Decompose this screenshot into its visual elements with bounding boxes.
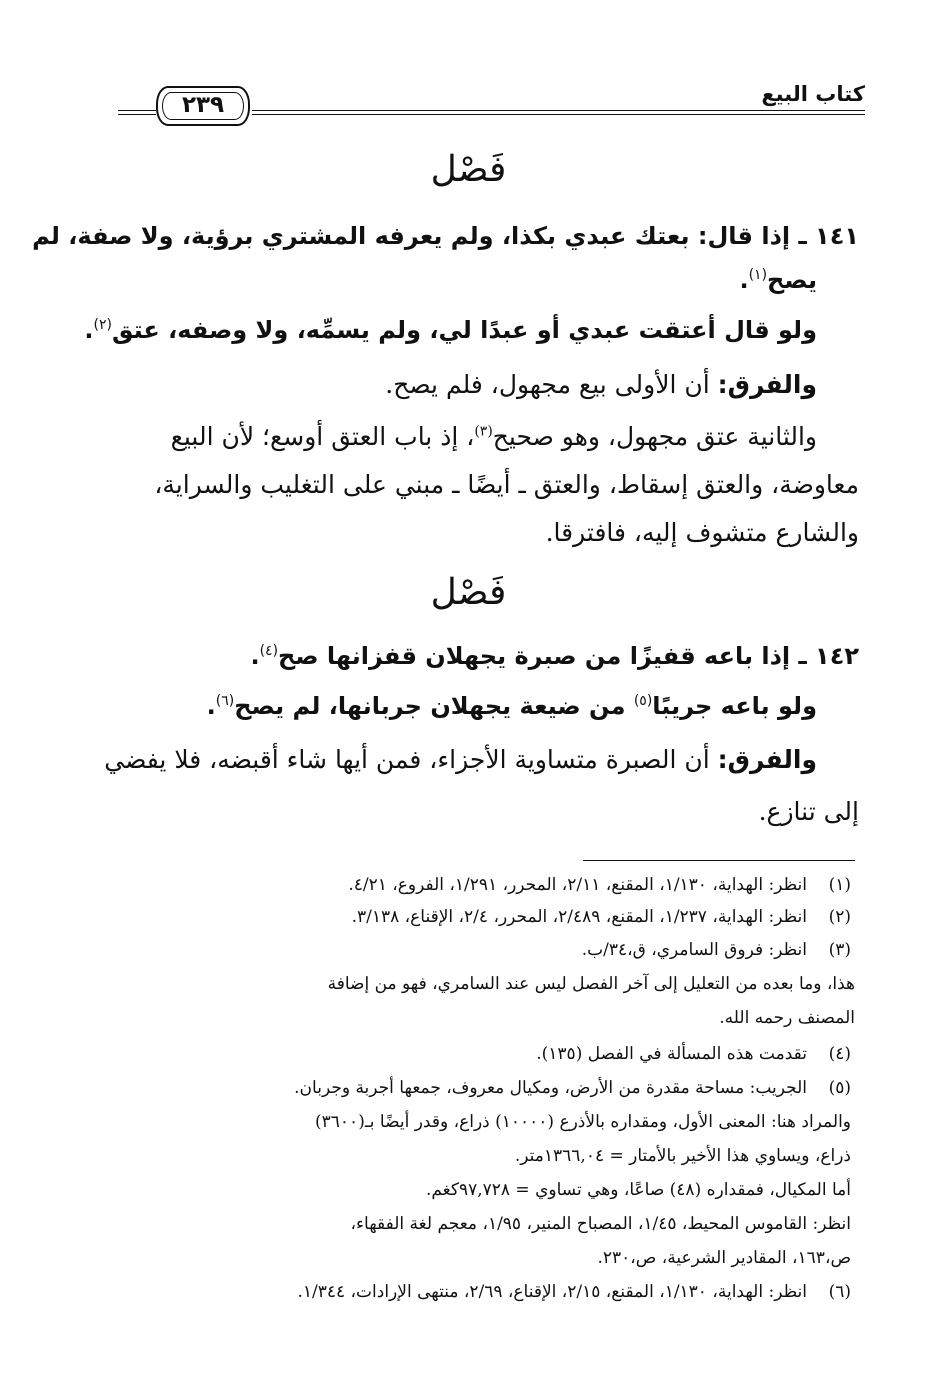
footnote-number: (٥) bbox=[828, 1078, 851, 1098]
issue-text: ولو باعه جريبًا bbox=[652, 692, 817, 720]
difference-term: والفرق: bbox=[717, 370, 817, 399]
body-line: إلى تنازع. bbox=[758, 797, 859, 826]
page-number: ٢٣٩ bbox=[181, 92, 225, 118]
footnote-5-cont: انظر: القاموس المحيط، ١/٤٥، المصباح المنير، ١/٩٥، معجم لغة الفقهاء، bbox=[350, 1214, 851, 1234]
difference-term: والفرق: bbox=[717, 745, 817, 774]
header-rule-short bbox=[118, 110, 156, 115]
footnote-5 bbox=[78, 1078, 851, 1098]
footnote-5-cont: ذراع، ويساوي هذا الأخير بالأمتار = ١٣٦٦,٠٤متر. bbox=[514, 1146, 851, 1166]
footnote-ref: (٥) bbox=[633, 693, 653, 709]
body-text: ، إذ باب العتق أوسع؛ لأن البيع bbox=[170, 422, 475, 451]
footnote-3-cont: هذا، وما بعده من التعليل إلى آخر الفصل ليس عند السامري، فهو من إضافة bbox=[327, 974, 855, 994]
issue-text: من ضيعة يجهلان جربانها، لم يصح bbox=[234, 692, 626, 720]
footnote-number: (٤) bbox=[828, 1044, 851, 1064]
footnote-6 bbox=[78, 1282, 851, 1302]
issue-number: ١٤٢ ـ bbox=[798, 642, 859, 670]
footnote-text: تقدمت هذه المسألة في الفصل (١٣٥). bbox=[536, 1044, 807, 1064]
issue-141-line-3 bbox=[78, 316, 817, 345]
body-line: والشارع متشوف إليه، فافترقا. bbox=[545, 518, 859, 547]
issue-141-line-1 bbox=[32, 222, 859, 251]
difference-text: أن الصبرة متساوية الأجزاء، فمن أيها شاء أقبضه، فلا يفضي bbox=[104, 745, 710, 774]
issue-142-line-1 bbox=[78, 642, 859, 671]
footnote-text: انظر: الهداية، ١/١٣٠، المقنع، ٢/١٥، الإقناع، ٢/٦٩، منتهى الإرادات، ١/٣٤٤. bbox=[297, 1282, 807, 1302]
difference-text: أن الأولى بيع مجهول، فلم يصح. bbox=[385, 370, 710, 399]
issue-text: ولو قال أعتقت عبدي أو عبدًا لي، ولم يسمِّه، ولا وصفه، عتق bbox=[111, 316, 817, 344]
footnote-ref: (٦) bbox=[215, 693, 235, 709]
difference-line-1 bbox=[78, 370, 817, 400]
footnote-ref: (٣) bbox=[474, 423, 493, 440]
punctuation: . bbox=[739, 266, 749, 294]
footnote-5-cont: والمراد هنا: المعنى الأول، ومقداره بالأذرع (١٠٠٠٠) ذراع، وقدر أيضًا بـ(٣٦٠٠) bbox=[315, 1112, 851, 1132]
body-line bbox=[78, 422, 817, 452]
footnote-text: الجريب: مساحة مقدرة من الأرض، ومكيال معروف، جمعها أجربة وجربان. bbox=[294, 1078, 807, 1098]
footnote-number: (٦) bbox=[828, 1282, 851, 1302]
section-mark-1: فَصْل bbox=[430, 149, 507, 190]
section-mark-2: فَصْل bbox=[430, 572, 507, 613]
footnote-number: (٣) bbox=[828, 940, 851, 960]
issue-141-line-2 bbox=[78, 266, 817, 295]
footnote-5-cont: أما المكيال، فمقداره (٤٨) صاعًا، وهي تساوي = ٩٧,٧٢٨كغم. bbox=[425, 1180, 851, 1200]
footnote-3-cont: المصنف رحمه الله. bbox=[719, 1008, 855, 1028]
issue-text: إذا قال: بعتك عبدي بكذا، ولم يعرفه المشتري برؤية، ولا صفة، لم bbox=[32, 222, 791, 250]
footnote-3 bbox=[78, 940, 851, 960]
footnote-5-cont: ص،١٦٣، المقادير الشرعية، ص،٢٣٠. bbox=[597, 1248, 851, 1268]
footnote-ref: (١) bbox=[748, 267, 768, 283]
difference-line-2 bbox=[78, 745, 817, 775]
page-number-frame bbox=[156, 86, 250, 126]
issue-text: إذا باعه قفيزًا من صبرة يجهلان قفزانها صح bbox=[278, 642, 791, 670]
punctuation: . bbox=[206, 692, 216, 720]
footnote-text: انظر: الهداية، ١/٢٣٧، المقنع، ٢/٤٨٩، المحرر، ٢/٤، الإقناع، ٣/١٣٨. bbox=[351, 907, 807, 927]
punctuation: . bbox=[84, 316, 94, 344]
issue-142-line-2 bbox=[78, 692, 817, 721]
footnote-number: (١) bbox=[828, 875, 851, 895]
footnote-ref: (٢) bbox=[93, 317, 112, 333]
issue-text: يصح bbox=[767, 266, 817, 294]
body-line: معاوضة، والعتق إسقاط، والعتق ـ أيضًا ـ مبني على التغليب والسراية، bbox=[154, 470, 859, 499]
footnote-ref: (٤) bbox=[259, 643, 279, 659]
footnote-text: انظر: فروق السامري، ق،٣٤/ب. bbox=[581, 940, 807, 960]
footnote-4 bbox=[78, 1044, 851, 1064]
header-rule bbox=[252, 110, 865, 115]
footnote-2 bbox=[78, 907, 851, 927]
running-title: كتاب البيع bbox=[761, 82, 865, 106]
punctuation: . bbox=[250, 642, 260, 670]
footnote-number: (٢) bbox=[828, 907, 851, 927]
footnote-separator bbox=[583, 860, 855, 861]
issue-number: ١٤١ ـ bbox=[798, 222, 859, 250]
footnote-text: انظر: الهداية، ١/١٣٠، المقنع، ٢/١١، المحرر، ١/٢٩١، الفروع، ٤/٢١. bbox=[348, 875, 807, 895]
body-text: والثانية عتق مجهول، وهو صحيح bbox=[492, 422, 817, 451]
footnote-1 bbox=[78, 875, 851, 895]
